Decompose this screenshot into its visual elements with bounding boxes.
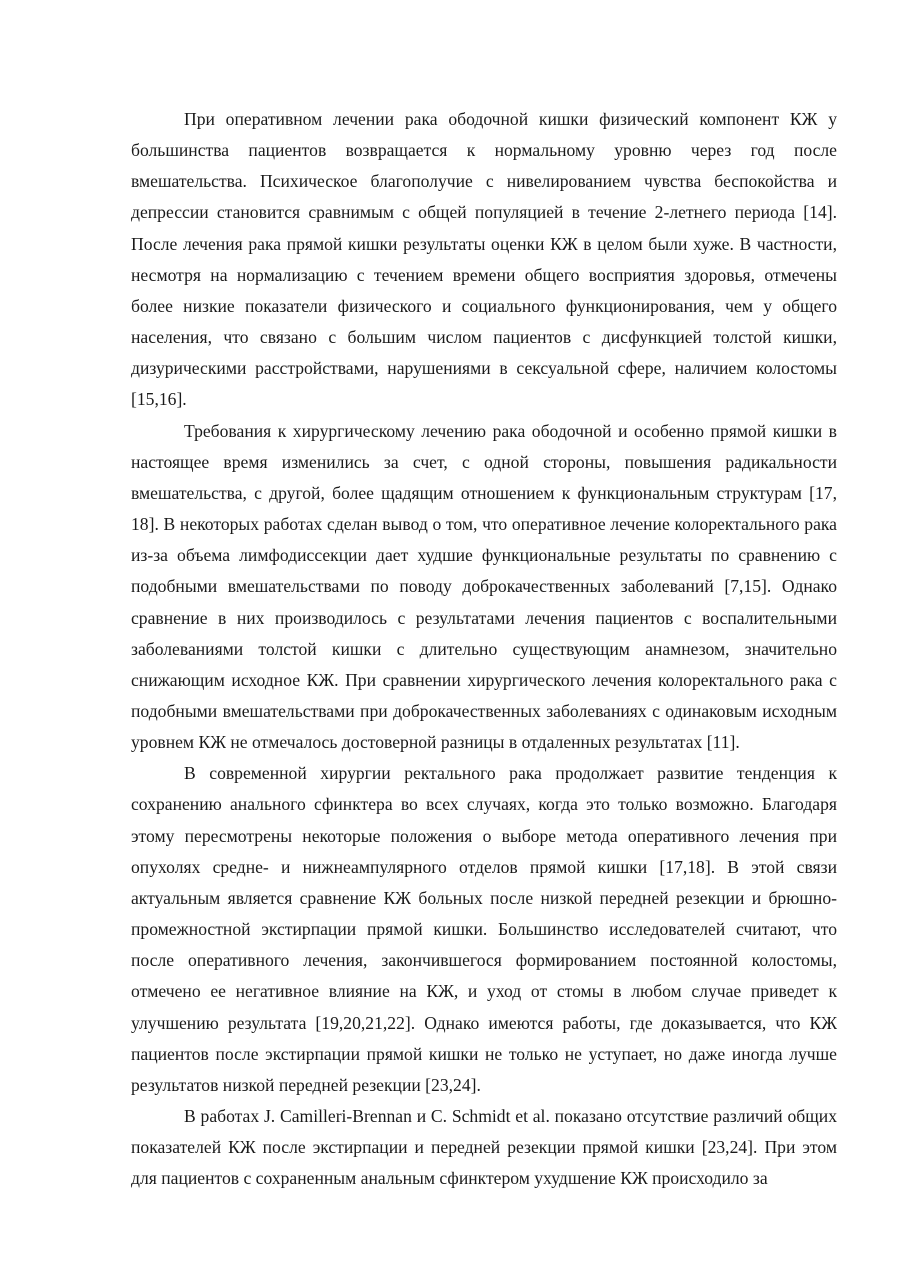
paragraph-2: Требования к хирургическому лечению рака ободочной и особенно прямой кишки в настоящее время изменились за счет, с одной стороны, повышения радикальности вмешательства, с другой, более щадящим отношением к функциональным структурам [17, 18]. В некоторых работах сделан вывод о том, что оперативное лечение колоректального рака из-за объема лимфодиссекции дает худшие функциональные результаты по сравнению с подобными вмешательствами по поводу доброкачественных заболеваний [7,15]. Однако сравнение в них производилось с результатами лечения пациентов с воспалительными заболеваниями толстой кишки с длительно существующим анамнезом, значительно снижающим исходное КЖ. При сравнении хирургического лечения колоректального рака с подобными вмешательствами при доброкачественных заболеваниях с одинаковым исходным уровнем КЖ не отмечалось достоверной разницы в отдаленных результатах [11]. [131,420,837,753]
paragraph-3: В современной хирургии ректального рака продолжает развитие тенденция к сохранению анального сфинктера во всех случаях, когда это только возможно. Благодаря этому пересмотрены некоторые положения о выборе метода оперативного лечения при опухолях средне- и нижнеампулярного отделов прямой кишки [17,18]. В этой связи актуальным является сравнение КЖ больных после низкой передней резекции и брюшно-промежностной экстирпации прямой кишки. Большинство исследователей считают, что после оперативного лечения, закончившегося формированием постоянной колостомы, отмечено ее негативное влияние на КЖ, и уход от стомы в любом случае приведет к улучшению результата [19,20,21,22]. Однако имеются работы, где доказывается, что КЖ пациентов после экстирпации прямой кишки не только не уступает, но даже иногда лучше результатов низкой передней резекции [23,24]. [131,763,837,1095]
body-text [131,104,837,1194]
paragraph-1: При оперативном лечении рака ободочной кишки физический компонент КЖ у большинства пациентов возвращается к нормальному уровню через год после вмешательства. Психическое благополучие с нивелированием чувства беспокойства и депрессии становится сравнимым с общей популяцией в течение 2-летнего периода [14]. После лечения рака прямой кишки результаты оценки КЖ в целом были хуже. В частности, несмотря на нормализацию с течением времени общего восприятия здоровья, отмечены более низкие показатели физического и социального функционирования, чем у общего населения, что связано с большим числом пациентов с дисфункцией толстой кишки, дизурическими расстройствами, нарушениями в сексуальной сфере, наличием колостомы [15,16]. [131,109,837,410]
paragraph-4: В работах J. Camilleri-Brennan и C. Schmidt et al. показано отсутствие различий общих показателей КЖ после экстирпации и передней резекции прямой кишки [23,24]. При этом для пациентов с сохраненным анальным сфинктером ухудшение КЖ происходило за [131,1106,837,1189]
